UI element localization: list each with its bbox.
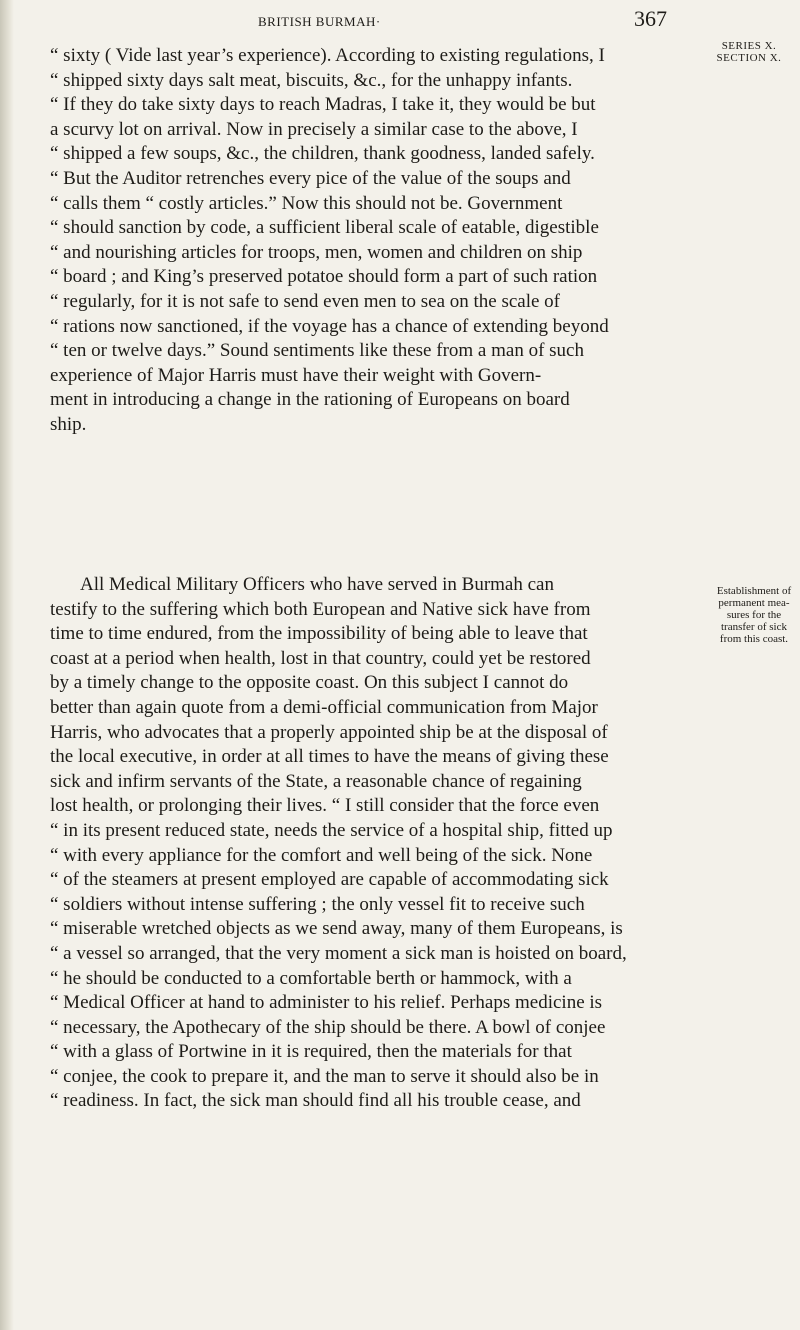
- margin-note-line: sures for the: [726, 609, 782, 621]
- text-line: the local executive, in order at all times to have the means of giving these: [50, 746, 609, 768]
- text-line: “ But the Auditor retrenches every pice of the value of the soups and: [50, 167, 571, 189]
- text-line: “ with every appliance for the comfort and well being of the sick. None: [50, 844, 593, 866]
- margin-note-line: transfer of sick: [721, 621, 787, 633]
- text-line: “ of the steamers at present employed are capable of accommodating sick: [50, 869, 609, 891]
- text-line: All Medical Military Officers who have served in Burmah can: [80, 574, 554, 595]
- page-number: 367: [634, 6, 667, 31]
- text-line: “ Medical Officer at hand to administer to his relief. Perhaps medicine is: [50, 992, 603, 1014]
- text-line: “ with a glass of Portwine in it is required, then the materials for that: [50, 1041, 572, 1063]
- margin-note-line: permanent mea-: [718, 597, 790, 609]
- text-line: “ soldiers without intense suffering ; the only vessel fit to receive such: [50, 893, 585, 915]
- text-line: “ and nourishing articles for troops, men, women and children on ship: [50, 241, 583, 263]
- text-line: “ rations now sanctioned, if the voyage has a chance of extending beyond: [50, 315, 609, 337]
- series-label: SERIES X.: [721, 40, 777, 52]
- text-line: “ in its present reduced state, needs the service of a hospital ship, fitted up: [50, 819, 613, 841]
- text-line: “ ten or twelve days.” Sound sentiments like these from a man of such: [50, 340, 584, 362]
- text-line: “ regularly, for it is not safe to send even men to sea on the scale of: [50, 290, 561, 312]
- text-line: by a timely change to the opposite coast. On this subject I cannot do: [50, 672, 569, 694]
- text-line: ship.: [50, 413, 87, 435]
- text-line: time to time endured, from the impossibility of being able to leave that: [50, 623, 588, 645]
- text-line: “ miserable wretched objects as we send away, many of them Europeans, is: [50, 918, 623, 940]
- text-line: “ If they do take sixty days to reach Madras, I take it, they would be but: [50, 94, 596, 116]
- text-line: “ calls them “ costly articles.” Now this should not be. Government: [50, 192, 563, 214]
- page-edge-shadow: [0, 0, 14, 1330]
- text-line: Harris, who advocates that a properly appointed ship be at the disposal of: [50, 721, 608, 743]
- text-line: “ should sanction by code, a sufficient liberal scale of eatable, digestible: [50, 217, 599, 239]
- text-line: “ sixty ( Vide last year’s experience). According to existing regulations, I: [50, 45, 605, 66]
- text-line: ment in introducing a change in the rationing of Europeans on board: [50, 389, 570, 411]
- text-line: “ necessary, the Apothecary of the ship should be there. A bowl of conjee: [50, 1016, 606, 1038]
- text-line: “ board ; and King’s preserved potatoe should form a part of such ration: [50, 266, 598, 288]
- margin-note-line: Establishment of: [716, 585, 792, 597]
- text-line: “ he should be conducted to a comfortable berth or hammock, with a: [50, 967, 572, 989]
- text-line: sick and infirm servants of the State, a reasonable chance of regaining: [50, 770, 582, 792]
- margin-note-line: from this coast.: [719, 633, 789, 645]
- text-line: testify to the suffering which both European and Native sick have from: [50, 598, 591, 620]
- text-line: “ conjee, the cook to prepare it, and the man to serve it should also be in: [50, 1065, 599, 1087]
- text-line: coast at a period when health, lost in that country, could yet be restored: [50, 647, 591, 669]
- section-label: SECTION X.: [716, 52, 782, 64]
- text-line: “ readiness. In fact, the sick man should find all his trouble cease, and: [50, 1090, 581, 1112]
- page-header: [0, 0, 800, 40]
- text-line: better than again quote from a demi-official communication from Major: [50, 696, 598, 718]
- text-line: experience of Major Harris must have their weight with Govern-: [50, 364, 542, 386]
- text-line: lost health, or prolonging their lives. “ I still consider that the force even: [50, 795, 600, 817]
- text-line: a scurvy lot on arrival. Now in precisely a similar case to the above, I: [50, 118, 578, 140]
- paragraph-quote-rations: [50, 44, 700, 438]
- text-line: “ shipped sixty days salt meat, biscuits, &c., for the unhappy infants.: [50, 69, 573, 91]
- running-head: BRITISH BURMAH·: [258, 14, 381, 29]
- series-section-note: [704, 40, 794, 64]
- margin-note: [710, 585, 798, 645]
- text-line: “ a vessel so arranged, that the very moment a sick man is hoisted on board,: [50, 942, 627, 964]
- text-line: “ shipped a few soups, &c., the children, thank goodness, landed safely.: [50, 143, 595, 165]
- paragraph-hospital-ship: [50, 573, 700, 1114]
